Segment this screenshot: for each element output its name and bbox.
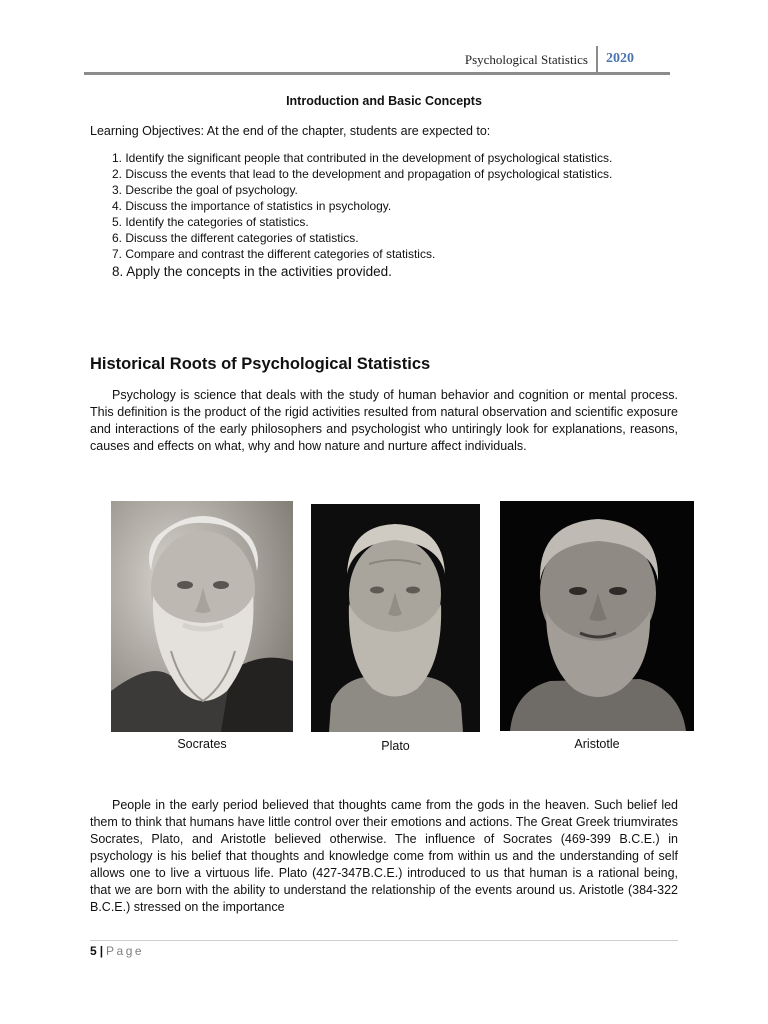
plato-bust-icon [311,504,480,732]
aristotle-photo [500,501,694,731]
socrates-caption: Socrates [177,737,227,751]
aristotle-caption: Aristotle [574,737,620,751]
header-separator [596,46,598,74]
objectives-intro: Learning Objectives: At the end of the chapter, students are expected to: [90,124,491,138]
intro-paragraph [90,387,678,455]
objective-item: 5. Identify the categories of statistics. [112,215,309,229]
objective-item: 8. Apply the concepts in the activities provided. [112,264,392,279]
plato-caption: Plato [381,739,410,753]
intro-paragraph-text: Psychology is science that deals with the study of human behavior and cognition or mental process. This definition is the product of the rigid activities resulted from natural observation and scientific exposure and interactions of the early philosophers and psychologist who untiringly look for explanations, reasons, causes and effects on what, why and how nature and nurture affect individuals. [90,388,678,453]
socrates-photo [111,501,293,732]
history-paragraph-text: People in the early period believed that thoughts came from the gods in the heaven. Such belief led them to think that humans have little control over their emotions and actions. The Great Greek triumvirates Socrates, Plato, and Aristotle believed otherwise. The influence of Socrates (469-399 B.C.E.) in psychology is his belief that thoughts and knowledge come from within us and the understanding of self allows one to live a virtuous life. Plato (427-347B.C.E.) introduced to us that human is a rational being, that we are born with the ability to understand the relationship of the events around us. Aristotle (384-322 B.C.E.) stressed on the importance [90,798,678,914]
chapter-title: Introduction and Basic Concepts [286,94,482,108]
page-header [84,40,670,74]
aristotle-bust-icon [500,501,694,731]
page-number: 5 [90,944,97,958]
objective-item: 6. Discuss the different categories of statistics. [112,231,359,245]
page-label: Page [106,944,145,958]
objectives-list [112,151,677,282]
objective-item: 7. Compare and contrast the different categories of statistics. [112,247,436,261]
socrates-portrait-icon [111,501,293,732]
objective-item: 2. Discuss the events that lead to the development and propagation of psychological statistics. [112,167,613,181]
header-rule [84,72,670,75]
objective-item: 1. Identify the significant people that contributed in the development of psychological statistics. [112,151,613,165]
footer-rule [90,940,678,941]
history-paragraph [90,797,678,916]
header-title: Psychological Statistics [464,52,588,67]
objective-item: 4. Discuss the importance of statistics in psychology. [112,199,392,213]
footer-separator: | [99,944,104,958]
section-title: Historical Roots of Psychological Statistics [90,355,431,373]
plato-photo [311,504,480,732]
header-year: 2020 [606,51,634,66]
objective-item: 3. Describe the goal of psychology. [112,183,298,197]
page-footer [90,944,144,958]
